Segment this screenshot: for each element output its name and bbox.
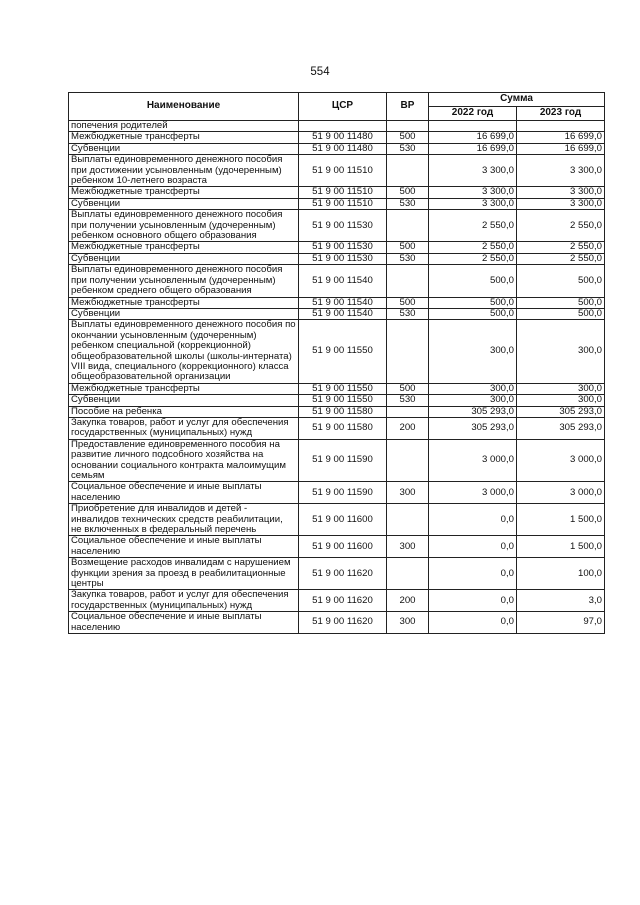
- row-name: Межбюджетные трансферты: [69, 242, 299, 253]
- row-name: Выплаты единовременного денежного пособия по окончании усыновленным (удочеренным) ребенком специальной (коррекционной) общеобразовательной школы (школы-интерната) VIII вида, специального (коррекционного) класса общеобразовательной организации: [69, 320, 299, 383]
- row-name: Социальное обеспечение и иные выплаты населению: [69, 536, 299, 558]
- row-csr: 51 9 00 11550: [299, 320, 387, 383]
- table-row: [69, 198, 605, 209]
- row-sum-2022: 0,0: [429, 504, 517, 536]
- row-sum-2022: 500,0: [429, 308, 517, 319]
- table-row: [69, 242, 605, 253]
- table-row: [69, 558, 605, 590]
- table-row: [69, 536, 605, 558]
- row-csr: 51 9 00 11480: [299, 132, 387, 143]
- row-sum-2022: 300,0: [429, 395, 517, 406]
- table-row: [69, 395, 605, 406]
- row-sum-2022: 0,0: [429, 590, 517, 612]
- row-sum-2023: 100,0: [517, 558, 605, 590]
- row-name: Межбюджетные трансферты: [69, 187, 299, 198]
- table-row: [69, 504, 605, 536]
- row-vr: [387, 155, 429, 187]
- row-sum-2022: 300,0: [429, 383, 517, 394]
- row-sum-2023: 500,0: [517, 297, 605, 308]
- table-row: [69, 406, 605, 417]
- row-sum-2023: 3 300,0: [517, 198, 605, 209]
- table-row: [69, 612, 605, 634]
- row-vr: 530: [387, 198, 429, 209]
- row-sum-2022: 2 550,0: [429, 253, 517, 264]
- row-csr: 51 9 00 11550: [299, 395, 387, 406]
- row-vr: 500: [387, 187, 429, 198]
- row-vr: 530: [387, 308, 429, 319]
- table-row: [69, 482, 605, 504]
- row-sum-2023: 2 550,0: [517, 253, 605, 264]
- row-vr: 500: [387, 297, 429, 308]
- row-sum-2022: 3 000,0: [429, 439, 517, 482]
- row-name: Субвенции: [69, 395, 299, 406]
- row-sum-2023: 300,0: [517, 395, 605, 406]
- row-sum-2022: 0,0: [429, 536, 517, 558]
- row-sum-2023: 3 300,0: [517, 187, 605, 198]
- row-vr: 300: [387, 612, 429, 634]
- row-csr: 51 9 00 11510: [299, 198, 387, 209]
- row-name: Социальное обеспечение и иные выплаты населению: [69, 612, 299, 634]
- row-sum-2023: 2 550,0: [517, 242, 605, 253]
- row-sum-2023: 305 293,0: [517, 406, 605, 417]
- row-csr: 51 9 00 11510: [299, 155, 387, 187]
- row-sum-2022: 16 699,0: [429, 143, 517, 154]
- row-name: Возмещение расходов инвалидам с нарушением функции зрения за проезд в реабилитационные центры: [69, 558, 299, 590]
- row-csr: 51 9 00 11590: [299, 482, 387, 504]
- table-body: [69, 121, 605, 634]
- row-csr: 51 9 00 11620: [299, 612, 387, 634]
- row-sum-2022: 2 550,0: [429, 210, 517, 242]
- table-row: [69, 439, 605, 482]
- row-sum-2022: 3 300,0: [429, 198, 517, 209]
- row-vr: 500: [387, 383, 429, 394]
- row-name: Субвенции: [69, 253, 299, 264]
- row-name: Приобретение для инвалидов и детей - инвалидов технических средств реабилитации, не включенных в федеральный перечень: [69, 504, 299, 536]
- table-row: [69, 253, 605, 264]
- row-sum-2023: 300,0: [517, 383, 605, 394]
- row-sum-2022: 0,0: [429, 612, 517, 634]
- table-row: [69, 417, 605, 439]
- budget-table: [68, 92, 605, 634]
- row-name: Субвенции: [69, 308, 299, 319]
- row-csr: 51 9 00 11590: [299, 439, 387, 482]
- table-row: [69, 308, 605, 319]
- row-sum-2022: 500,0: [429, 297, 517, 308]
- row-sum-2022: 305 293,0: [429, 406, 517, 417]
- row-vr: 300: [387, 536, 429, 558]
- table-row: [69, 590, 605, 612]
- row-name: Выплаты единовременного денежного пособия при получении усыновленным (удочеренным) ребенком основного общего образования: [69, 210, 299, 242]
- row-csr: 51 9 00 11580: [299, 406, 387, 417]
- row-csr: 51 9 00 11540: [299, 265, 387, 297]
- table-row: [69, 132, 605, 143]
- row-csr: [299, 121, 387, 132]
- table-row: [69, 187, 605, 198]
- row-csr: 51 9 00 11540: [299, 297, 387, 308]
- row-sum-2022: 3 300,0: [429, 155, 517, 187]
- row-name: Закупка товаров, работ и услуг для обеспечения государственных (муниципальных) нужд: [69, 417, 299, 439]
- row-name: Субвенции: [69, 198, 299, 209]
- row-sum-2023: 305 293,0: [517, 417, 605, 439]
- header-sum: Сумма: [429, 93, 605, 107]
- row-vr: [387, 504, 429, 536]
- row-vr: [387, 558, 429, 590]
- row-sum-2023: 500,0: [517, 308, 605, 319]
- row-vr: 200: [387, 417, 429, 439]
- row-sum-2022: 16 699,0: [429, 132, 517, 143]
- row-sum-2022: 305 293,0: [429, 417, 517, 439]
- row-sum-2023: 3,0: [517, 590, 605, 612]
- row-csr: 51 9 00 11530: [299, 210, 387, 242]
- table-row: [69, 121, 605, 132]
- row-vr: 530: [387, 395, 429, 406]
- row-csr: 51 9 00 11540: [299, 308, 387, 319]
- row-vr: [387, 439, 429, 482]
- row-sum-2023: [517, 121, 605, 132]
- row-vr: 500: [387, 242, 429, 253]
- row-vr: 530: [387, 253, 429, 264]
- table-row: [69, 155, 605, 187]
- row-vr: [387, 121, 429, 132]
- row-name: Закупка товаров, работ и услуг для обеспечения государственных (муниципальных) нужд: [69, 590, 299, 612]
- table-row: [69, 210, 605, 242]
- row-csr: 51 9 00 11600: [299, 536, 387, 558]
- row-sum-2023: 300,0: [517, 320, 605, 383]
- row-name: Межбюджетные трансферты: [69, 297, 299, 308]
- row-csr: 51 9 00 11510: [299, 187, 387, 198]
- row-sum-2023: 3 000,0: [517, 439, 605, 482]
- row-sum-2023: 97,0: [517, 612, 605, 634]
- row-sum-2022: 300,0: [429, 320, 517, 383]
- row-sum-2023: 16 699,0: [517, 143, 605, 154]
- row-sum-2023: 2 550,0: [517, 210, 605, 242]
- row-csr: 51 9 00 11480: [299, 143, 387, 154]
- row-sum-2022: 2 550,0: [429, 242, 517, 253]
- row-sum-2023: 500,0: [517, 265, 605, 297]
- row-vr: 200: [387, 590, 429, 612]
- header-name: Наименование: [69, 93, 299, 121]
- row-sum-2023: 1 500,0: [517, 504, 605, 536]
- row-name: Предоставление единовременного пособия на развитие личного подсобного хозяйства на основании социального контракта малоимущим семьям: [69, 439, 299, 482]
- row-csr: 51 9 00 11580: [299, 417, 387, 439]
- table-row: [69, 383, 605, 394]
- row-vr: [387, 406, 429, 417]
- header-vr: ВР: [387, 93, 429, 121]
- row-vr: 530: [387, 143, 429, 154]
- row-vr: 500: [387, 132, 429, 143]
- row-sum-2022: [429, 121, 517, 132]
- row-vr: 300: [387, 482, 429, 504]
- row-sum-2022: 500,0: [429, 265, 517, 297]
- row-sum-2022: 3 000,0: [429, 482, 517, 504]
- row-vr: [387, 210, 429, 242]
- row-csr: 51 9 00 11600: [299, 504, 387, 536]
- row-sum-2023: 3 000,0: [517, 482, 605, 504]
- row-sum-2023: 16 699,0: [517, 132, 605, 143]
- row-name: Выплаты единовременного денежного пособия при получении усыновленным (удочеренным) ребенком среднего общего образования: [69, 265, 299, 297]
- row-name: Субвенции: [69, 143, 299, 154]
- row-sum-2022: 0,0: [429, 558, 517, 590]
- row-name: Выплаты единовременного денежного пособия при достижении усыновленным (удочеренным) ребенком 10-летнего возраста: [69, 155, 299, 187]
- row-sum-2023: 3 300,0: [517, 155, 605, 187]
- table-row: [69, 143, 605, 154]
- row-name: Межбюджетные трансферты: [69, 383, 299, 394]
- row-name: попечения родителей: [69, 121, 299, 132]
- row-csr: 51 9 00 11530: [299, 242, 387, 253]
- header-2023: 2023 год: [517, 107, 605, 121]
- row-name: Пособие на ребенка: [69, 406, 299, 417]
- table-row: [69, 297, 605, 308]
- table-row: [69, 320, 605, 383]
- row-name: Межбюджетные трансферты: [69, 132, 299, 143]
- header-csr: ЦСР: [299, 93, 387, 121]
- header-2022: 2022 год: [429, 107, 517, 121]
- row-csr: 51 9 00 11530: [299, 253, 387, 264]
- row-sum-2023: 1 500,0: [517, 536, 605, 558]
- table-row: [69, 265, 605, 297]
- row-csr: 51 9 00 11550: [299, 383, 387, 394]
- row-vr: [387, 320, 429, 383]
- row-sum-2022: 3 300,0: [429, 187, 517, 198]
- row-vr: [387, 265, 429, 297]
- row-csr: 51 9 00 11620: [299, 590, 387, 612]
- row-name: Социальное обеспечение и иные выплаты населению: [69, 482, 299, 504]
- page-number: 554: [310, 66, 330, 78]
- row-csr: 51 9 00 11620: [299, 558, 387, 590]
